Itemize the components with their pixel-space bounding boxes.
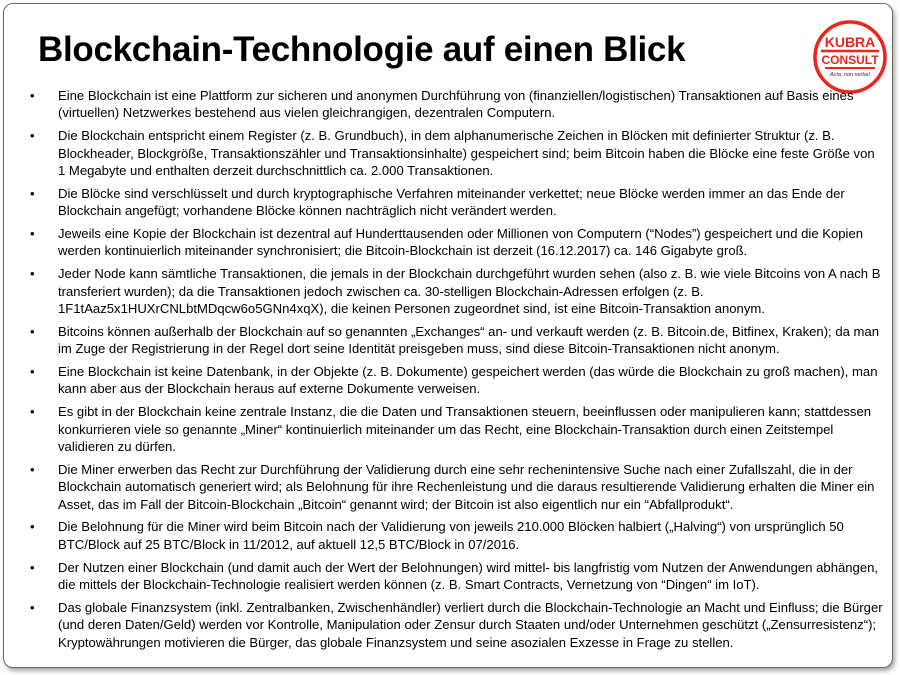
bullet-item	[28, 559, 884, 594]
logo-seal	[812, 19, 888, 95]
bullet-dot: •	[30, 323, 35, 339]
bullet-item	[28, 87, 884, 122]
bullet-text: Eine Blockchain ist keine Datenbank, in der Objekte (z. B. Dokumente) gespeichert werden (das würde die Blockchain zu groß machen), man kann aber aus der Blockchain heraus auf externe Dokumente verweisen.	[58, 364, 878, 397]
bullet-item	[28, 461, 884, 513]
logo-line-1: KUBRA	[824, 34, 876, 50]
bullet-dot: •	[30, 519, 35, 535]
logo-line-2: CONSULT	[821, 53, 879, 67]
bullet-dot: •	[30, 88, 35, 103]
bullet-dot: •	[30, 185, 35, 201]
bullet-dot: •	[30, 404, 35, 420]
bullet-item	[28, 403, 884, 455]
bullet-item	[28, 518, 884, 553]
bullet-item	[28, 599, 884, 651]
logo-tagline: Acta, non verba!	[829, 72, 871, 78]
bullet-text: Der Nutzen einer Blockchain (und damit auch der Wert der Belohnungen) wird mittel- bis langfristig vom Nutzen der Anwendungen abhängen, die mittels der Blockchain-Technologie realisiert werden können (z. B. Smart Contracts, Vernetzung von “Dingen“ im IoT).	[58, 559, 879, 593]
bullet-text: Es gibt in der Blockchain keine zentrale Instanz, die die Daten und Transaktionen steuern, beeinflussen oder manipulieren kann; stattdessen konkurrieren viele so genannte „Miner“ kontinuierlich miteinander um das Recht, eine Blockchain-Transaktion durch einen Zeitstempel validieren zu dürfen.	[58, 404, 872, 455]
bullet-dot: •	[30, 226, 35, 242]
bullet-text: Die Blöcke sind verschlüsselt und durch kryptographische Verfahren miteinander verkettet; neue Blöcke werden immer an das Ende der Blockchain angefügt; vorhandene Blöcke können nachträglich nicht verändert werden.	[58, 185, 845, 219]
bullet-list	[28, 87, 884, 656]
bullet-text: Die Miner erwerben das Recht zur Durchführung der Validierung durch eine sehr rechenintensive Suche nach einer Zufallszahl, die in der Blockchain automatisch generiert wird; als Belohnung für ihre Rechenleistung und die daraus resultierende Validierung erhalten die Miner ein Asset, das im Fall der Bitcoin-Blockchain „Bitcoin“ genannt wird; der Bitcoin ist also eigentlich nur ein “Abfallprodukt“.	[58, 461, 875, 512]
bullet-text: Eine Blockchain ist eine Plattform zur sicheren und anonymen Durchführung von (finanziellen/logistischen) Transaktionen auf Basis eines (virtuellen) Netzwerkes bestehend aus vielen gleichrangigen, dezentralen Computern.	[58, 88, 854, 121]
bullet-dot: •	[30, 559, 35, 575]
bullet-text: Die Belohnung für die Miner wird beim Bitcoin nach der Validierung von jeweils 210.000 Blöcken halbiert („Halving“) von ursprünglich 50 BTC/Block auf 25 BTC/Block in 11/2012, auf aktuell 12,5 BTC/Block in 07/2016.	[58, 519, 844, 552]
bullet-dot: •	[30, 599, 35, 615]
bullet-text: Jeder Node kann sämtliche Transaktionen, die jemals in der Blockchain durchgeführt wurden sehen (also z. B. wie viele Bitcoins von A nach B transferiert wurden); da die Transaktionen jedoch zwischen ca. 30-stelligen Blockchain-Adressen erfolgen (z. B. 1F1tAaz5x1HUXrCNLbtMDqcw6o5GNn4xqX), die keinen Personen zugeordnet sind, ist eine Bitcoin-Transaktion anonym.	[58, 266, 881, 317]
bullet-dot: •	[30, 128, 35, 144]
bullet-item	[28, 363, 884, 398]
bullet-text: Die Blockchain entspricht einem Register (z. B. Grundbuch), in dem alphanumerische Zeichen in Blöcken mit definierter Struktur (z. B. Blockheader, Blockgröße, Transaktionszähler und Transaktionsinhalte) gespeichert sind; beim Bitcoin haben die Blöcke eine feste Größe von 1 Megabyte und enthalten derzeit durchschnittlich ca. 2.000 Transaktionen.	[58, 128, 875, 179]
bullet-item	[28, 323, 884, 358]
bullet-dot: •	[30, 461, 35, 477]
bullet-dot: •	[30, 364, 35, 380]
bullet-item	[28, 225, 884, 260]
bullet-item	[28, 265, 884, 317]
bullet-text: Bitcoins können außerhalb der Blockchain auf so genannten „Exchanges“ an- und verkauft werden (z. B. Bitcoin.de, Bitfinex, Kraken); da man im Zuge der Registrierung in der Regel dort seine Identität preisgeben muss, sind diese Bitcoin-Transaktionen nicht anonym.	[58, 323, 880, 357]
kubra-consult-logo	[812, 19, 888, 95]
bullet-item	[28, 185, 884, 220]
bullet-dot: •	[30, 266, 35, 282]
bullet-text: Das globale Finanzsystem (inkl. Zentralbanken, Zwischenhändler) verliert durch die Blockchain-Technologie an Macht und Einfluss; die Bürger (und deren Daten/Geld) werden vor Kontrolle, Manipulation oder Zensur durch Staaten und/oder Unternehmen geschützt („Zensurresistenz“); Kryptowährungen motivieren die Bürger, das globale Finanzsystem und seine asozialen Exzesse in Frage zu stellen.	[58, 599, 883, 650]
slide-frame	[3, 3, 893, 668]
slide-title: Blockchain-Technologie auf einen Blick	[38, 30, 686, 69]
bullet-text: Jeweils eine Kopie der Blockchain ist dezentral auf Hunderttausenden oder Millionen von Computern (“Nodes”) gespeichert und die Kopien werden kontinuierlich miteinander synchronisiert; die Bitcoin-Blockchain ist derzeit (16.12.2017) ca. 146 Gigabyte groß.	[58, 226, 864, 259]
bullet-item	[28, 127, 884, 179]
